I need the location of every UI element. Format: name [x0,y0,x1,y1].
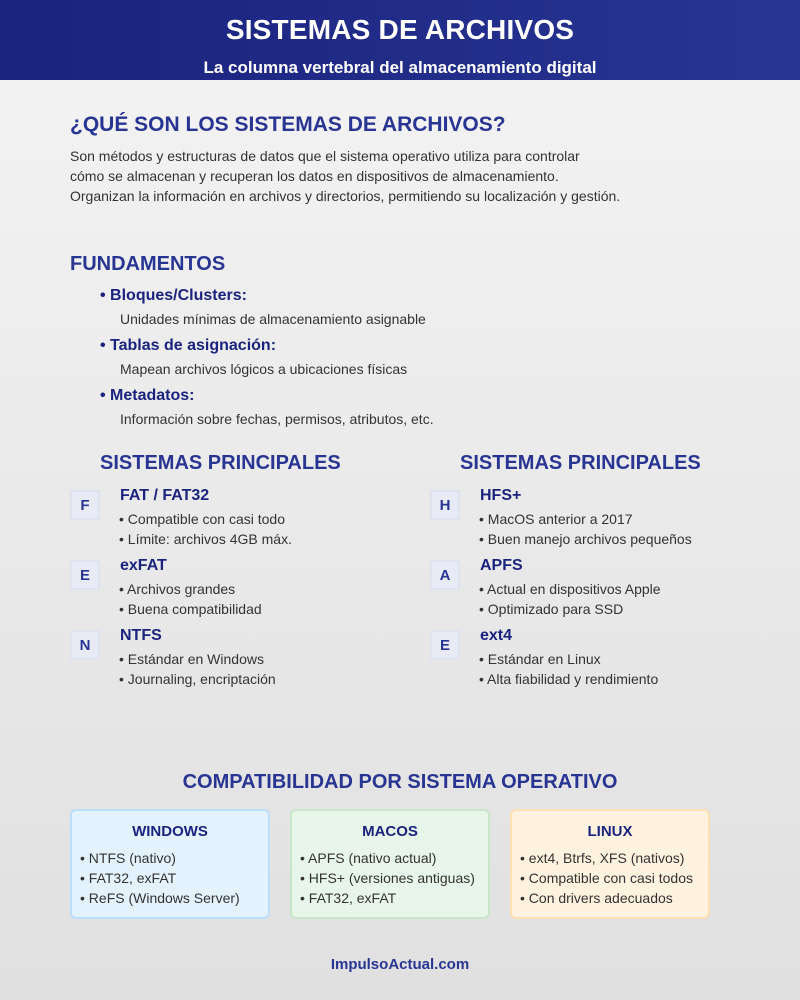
intro-paragraph [70,146,710,206]
system-name: exFAT [120,557,167,574]
os-box-macos [290,809,490,919]
letter-badge-icon: N [70,630,100,660]
os-fs-item: • Compatible con casi todos [520,870,693,886]
system-point: • Archivos grandes [119,581,236,597]
intro-line: Organizan la información en archivos y directorios, permitiendo su localización y gestión. [70,188,621,204]
os-fs-item: • FAT32, exFAT [300,890,397,906]
os-name: LINUX [587,823,633,840]
fundamental-desc: Unidades mínimas de almacenamiento asignable [120,311,426,327]
fundamental-desc: Mapean archivos lógicos a ubicaciones físicas [120,361,408,377]
fundamental-item [100,387,434,427]
system-point: • Alta fiabilidad y rendimiento [479,671,659,687]
footer-brand-link[interactable]: ImpulsoActual.com [330,956,470,973]
letter-badge-icon: F [70,490,100,520]
fundamental-name: • Metadatos: [100,387,195,404]
os-fs-item: • NTFS (nativo) [80,850,176,866]
system-name: ext4 [480,627,513,644]
letter-badge-icon: A [430,560,460,590]
os-box-windows [70,809,270,919]
os-fs-item: • ext4, Btrfs, XFS (nativos) [520,850,685,866]
os-fs-item: • ReFS (Windows Server) [80,890,240,906]
system-name: APFS [480,557,523,574]
system-point: • Compatible con casi todo [119,511,285,527]
compatibility-heading: COMPATIBILIDAD POR SISTEMA OPERATIVO [182,771,618,793]
system-point: • Optimizado para SSD [479,601,624,617]
os-box-linux [510,809,710,919]
fundamental-desc: Información sobre fechas, permisos, atributos, etc. [120,411,434,427]
system-point: • Estándar en Linux [479,651,601,667]
systems-heading: SISTEMAS PRINCIPALES [460,452,701,474]
os-fs-item: • FAT32, exFAT [80,870,177,886]
fundamentals-heading: FUNDAMENTOS [70,253,226,275]
intro-line: Son métodos y estructuras de datos que el sistema operativo utiliza para controlar [70,148,580,164]
system-name: NTFS [120,627,162,644]
system-point: • Límite: archivos 4GB máx. [119,531,292,547]
intro-line: cómo se almacenan y recuperan los datos en dispositivos de almacenamiento. [70,168,559,184]
intro-heading: ¿QUÉ SON LOS SISTEMAS DE ARCHIVOS? [70,113,506,136]
system-point: • Buena compatibilidad [119,601,262,617]
system-point: • MacOS anterior a 2017 [479,511,633,527]
letter-badge-icon: E [70,560,100,590]
os-fs-item: • HFS+ (versiones antiguas) [300,870,475,886]
systems-column-left [70,452,410,687]
fundamental-name: • Bloques/Clusters: [100,287,247,304]
system-point: • Journaling, encriptación [119,671,276,687]
letter-badge-icon: E [430,630,460,660]
system-name: HFS+ [480,487,522,504]
os-fs-item: • APFS (nativo actual) [300,850,437,866]
fundamental-name: • Tablas de asignación: [100,337,277,354]
fundamental-item [100,287,426,327]
os-fs-item: • Con drivers adecuados [520,890,673,906]
system-name: FAT / FAT32 [120,487,210,504]
os-name: MACOS [362,823,418,840]
page-subtitle: La columna vertebral del almacenamiento digital [203,58,597,77]
fundamental-item [100,337,407,377]
systems-heading: SISTEMAS PRINCIPALES [100,452,341,474]
systems-column-right [430,452,770,687]
page-title: SISTEMAS DE ARCHIVOS [225,14,575,45]
system-point: • Buen manejo archivos pequeños [479,531,692,547]
system-point: • Actual en dispositivos Apple [479,581,661,597]
letter-badge-icon: H [430,490,460,520]
system-point: • Estándar en Windows [119,651,264,667]
header-banner [0,0,800,80]
os-name: WINDOWS [132,823,208,840]
